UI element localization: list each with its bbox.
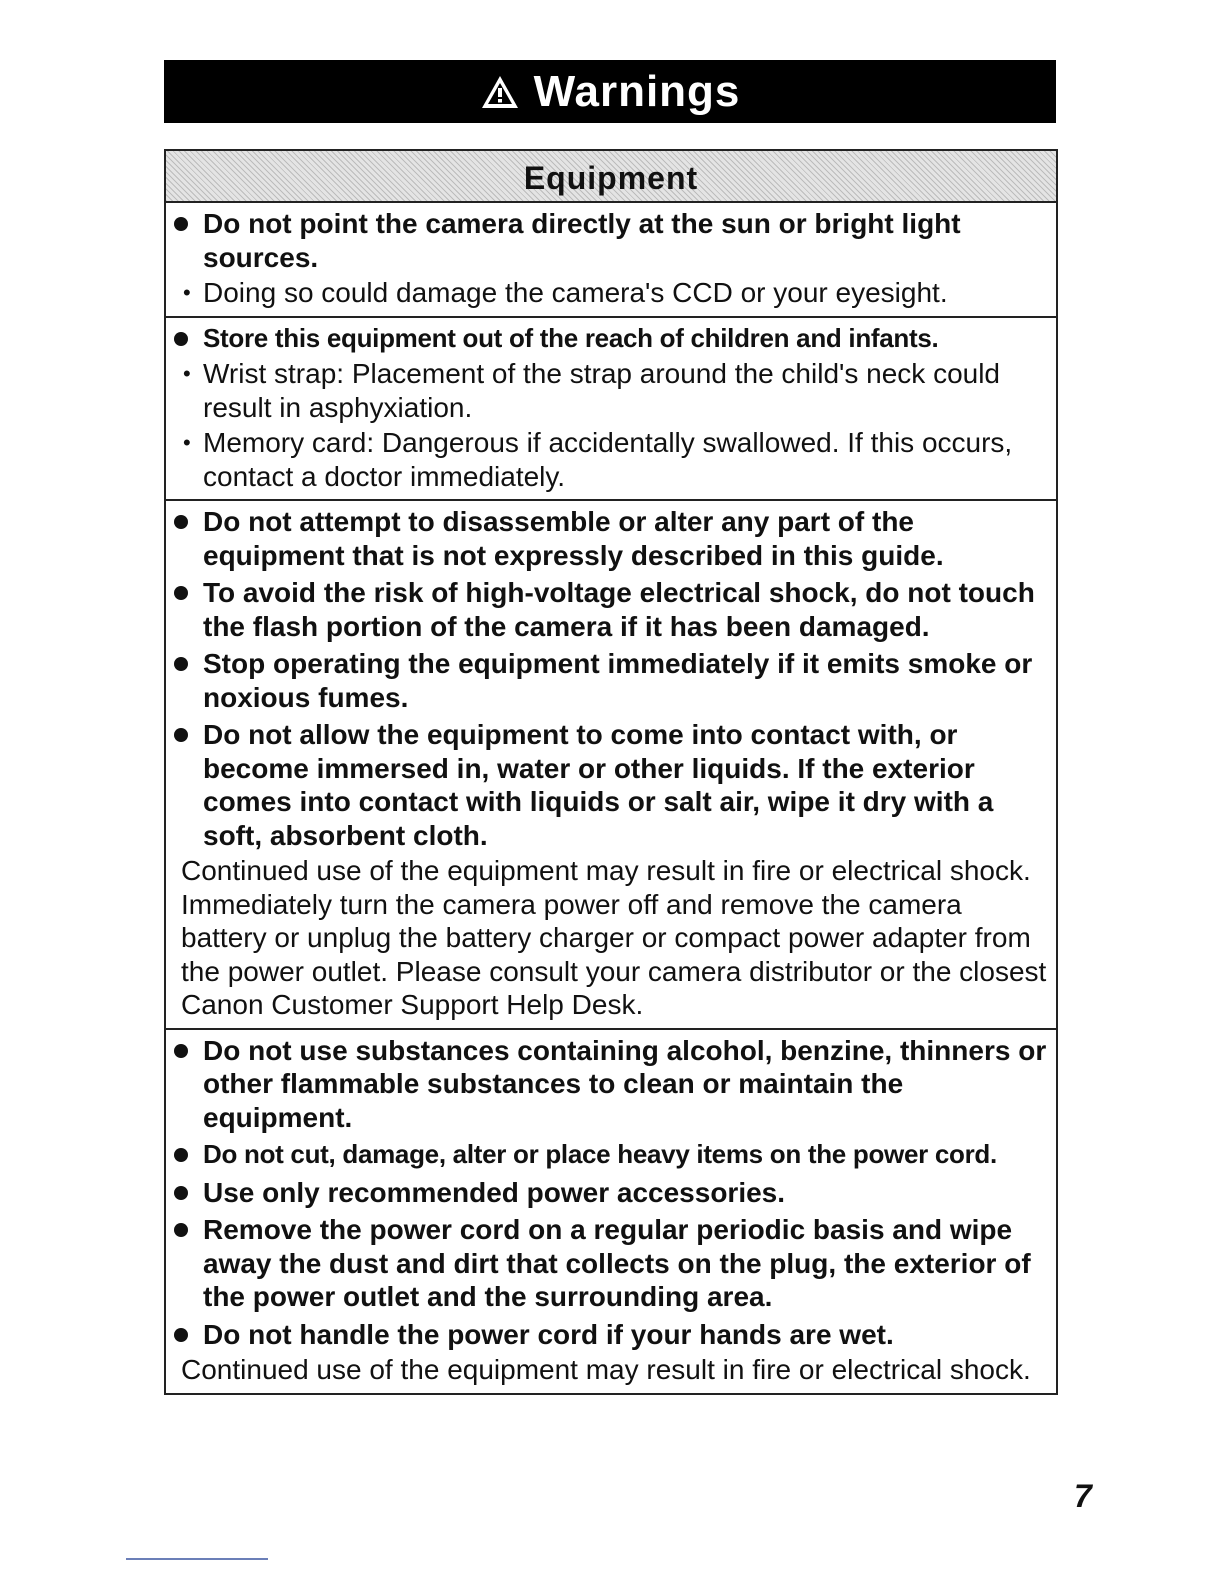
warning-item: Do not allow the equipment to come into contact with, or become immersed in, water or other liquids. If the exterior comes into contact with liquids or salt air, wipe it dry with a soft, absorbent cloth. — [166, 718, 1048, 852]
small-bullet-icon: • — [183, 280, 191, 305]
detail-item: • Wrist strap: Placement of the strap around the child's neck could result in asphyxiation. — [183, 358, 1001, 423]
bullet-icon — [174, 657, 188, 671]
page-title: Warnings — [533, 66, 741, 116]
bullet-icon — [174, 1223, 188, 1237]
warning-item: To avoid the risk of high-voltage electrical shock, do not touch the flash portion of the camera if it has been damaged. — [166, 576, 1048, 643]
bullet-icon — [174, 1186, 188, 1200]
bullet-icon — [174, 586, 188, 600]
warning-group-4 — [166, 1028, 1056, 1393]
warning-item: Do not handle the power cord if your hands are wet. — [166, 1318, 1048, 1352]
warning-item: Remove the power cord on a regular periodic basis and wipe away the dust and dirt that collects on the plug, the exterior of the power outlet and the surrounding area. — [166, 1213, 1048, 1314]
warning-item: Stop operating the equipment immediately if it emits smoke or noxious fumes. — [166, 647, 1048, 714]
bullet-icon — [174, 515, 188, 529]
detail-item: • Memory card: Dangerous if accidentally swallowed. If this occurs, contact a doctor immediately. — [183, 427, 1013, 492]
note-text: Continued use of the equipment may result in fire or electrical shock. Immediately turn the camera power off and remove the camera battery or unplug the battery charger or compact power adapter from the power outlet. Please consult your camera distributor or the closest Canon Customer Support Help Desk. — [181, 855, 1047, 1020]
equipment-warnings-box — [164, 149, 1058, 1395]
warning-group-2 — [166, 316, 1056, 500]
section-title: Equipment — [523, 159, 699, 196]
warning-item: Do not use substances containing alcohol, benzine, thinners or other flammable substances to clean or maintain the equipment. — [166, 1034, 1048, 1135]
warning-group-3 — [166, 499, 1056, 1028]
warning-triangle-icon — [480, 74, 520, 110]
bullet-icon — [174, 728, 188, 742]
footer-divider — [126, 1558, 268, 1560]
small-bullet-icon: • — [183, 430, 191, 455]
bullet-icon — [174, 1148, 188, 1162]
small-bullet-icon: • — [183, 361, 191, 386]
warning-item: Do not attempt to disassemble or alter any part of the equipment that is not expressly described in this guide. — [166, 505, 1048, 572]
warning-item: Use only recommended power accessories. — [166, 1176, 1048, 1210]
warning-item: Do not point the camera directly at the sun or bright light sources. — [166, 207, 1048, 274]
bullet-icon — [174, 217, 188, 231]
bullet-icon — [174, 1044, 188, 1058]
warning-item: Store this equipment out of the reach of children and infants. — [166, 322, 1048, 356]
note-text: Continued use of the equipment may result in fire or electrical shock. — [181, 1354, 1031, 1385]
detail-item: • Doing so could damage the camera's CCD or your eyesight. — [183, 277, 948, 308]
bullet-icon — [174, 332, 188, 346]
page-number: 7 — [1074, 1478, 1092, 1514]
warning-group-1 — [166, 203, 1056, 316]
warning-item: Do not cut, damage, alter or place heavy items on the power cord. — [166, 1138, 1048, 1172]
bullet-icon — [174, 1328, 188, 1342]
section-header — [166, 151, 1056, 203]
warnings-title-bar — [164, 60, 1056, 123]
